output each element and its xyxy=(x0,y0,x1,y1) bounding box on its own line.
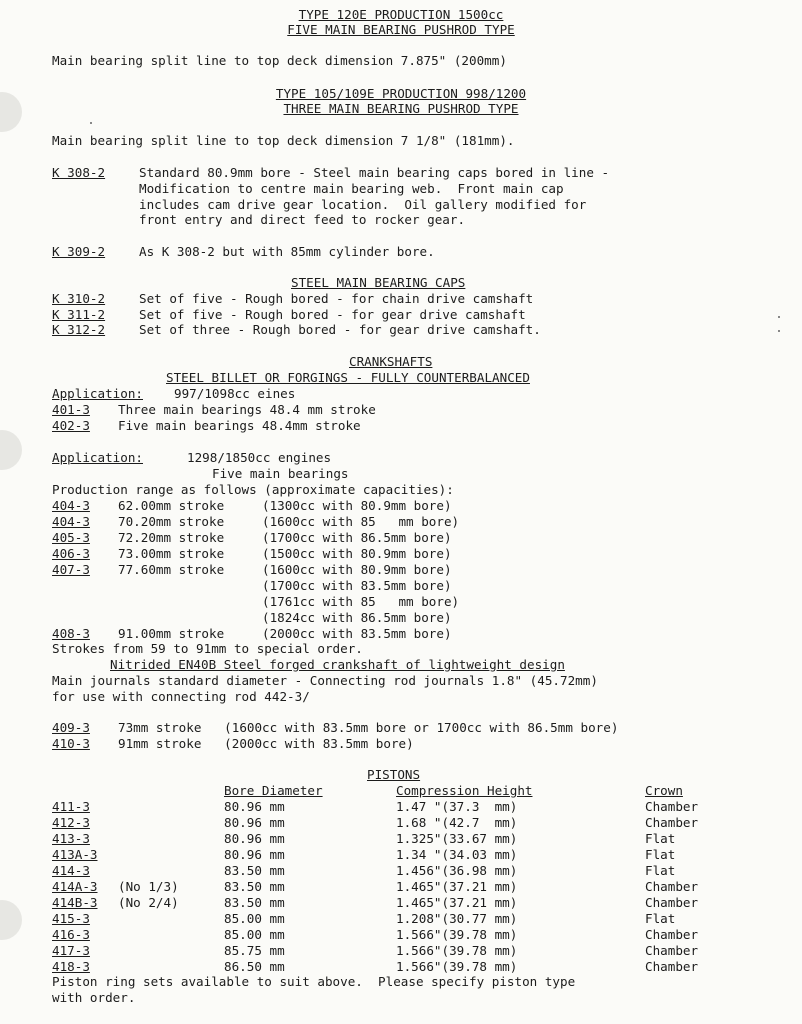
piston-crown: Flat xyxy=(645,911,676,926)
piston-crown: Flat xyxy=(645,863,676,878)
part-code: 401-3 xyxy=(52,402,90,417)
capacity-value: (1824cc with 86.5mm bore) xyxy=(262,610,452,625)
part-code: 409-3 xyxy=(52,720,90,735)
piston-part-code: 411-3 xyxy=(52,799,90,814)
piston-crown: Flat xyxy=(645,831,676,846)
piston-compression-height: 1.456"(36.98 mm) xyxy=(396,863,518,878)
piston-compression-height: 1.465"(37.21 mm) xyxy=(396,895,518,910)
part-code: 406-3 xyxy=(52,546,90,561)
type-120e-title: TYPE 120E PRODUCTION 1500cc xyxy=(298,7,504,22)
part-description: front entry and direct feed to rocker gear. xyxy=(139,212,466,227)
type-105-title: TYPE 105/109E PRODUCTION 998/1200 xyxy=(275,86,527,101)
piston-compression-height: 1.208"(30.77 mm) xyxy=(396,911,518,926)
part-code: 402-3 xyxy=(52,418,90,433)
piston-crown: Chamber xyxy=(645,879,699,894)
piston-part-code: 418-3 xyxy=(52,959,90,974)
nitrided-description: for use with connecting rod 442-3/ xyxy=(52,689,310,704)
part-description: Modification to centre main bearing web. Front main cap xyxy=(139,181,564,196)
piston-compression-height: 1.566"(39.78 mm) xyxy=(396,927,518,942)
piston-part-code: 414B-3 xyxy=(52,895,98,910)
piston-compression-height: 1.465"(37.21 mm) xyxy=(396,879,518,894)
application-sub: Five main bearings xyxy=(212,466,349,481)
part-description: Standard 80.9mm bore - Steel main bearing caps bored in line - xyxy=(139,165,610,180)
piston-bore: 80.96 mm xyxy=(224,847,285,862)
part-code: 408-3 xyxy=(52,626,90,641)
type-120e-subtitle: FIVE MAIN BEARING PUSHROD TYPE xyxy=(287,22,515,37)
crankshafts-title: CRANKSHAFTS xyxy=(349,354,433,369)
stroke-value: 62.00mm stroke xyxy=(118,498,225,513)
stroke-value: 91.00mm stroke xyxy=(118,626,225,641)
piston-compression-height: 1.566"(39.78 mm) xyxy=(396,959,518,974)
piston-bore: 80.96 mm xyxy=(224,799,285,814)
part-code: 410-3 xyxy=(52,736,90,751)
piston-part-code: 417-3 xyxy=(52,943,90,958)
crown-header: Crown xyxy=(645,783,683,798)
piston-compression-height: 1.68 "(42.7 mm) xyxy=(396,815,518,830)
piston-part-code: 414-3 xyxy=(52,863,90,878)
part-code: 404-3 xyxy=(52,514,90,529)
piston-crown: Chamber xyxy=(645,959,699,974)
capacity-value: (1600cc with 80.9mm bore) xyxy=(262,562,452,577)
crankshafts-subtitle: STEEL BILLET OR FORGINGS - FULLY COUNTERBALANCED xyxy=(166,370,530,385)
part-description: Set of three - Rough bored - for gear drive camshaft. xyxy=(139,322,541,337)
part-description: Set of five - Rough bored - for gear drive camshaft xyxy=(139,307,526,322)
compression-height-header: Compression Height xyxy=(396,783,533,798)
caps-title: STEEL MAIN BEARING CAPS xyxy=(291,275,466,290)
stroke-value: 72.20mm stroke xyxy=(118,530,225,545)
production-range: Production range as follows (approximate capacities): xyxy=(52,482,454,497)
part-description: Three main bearings 48.4 mm stroke xyxy=(118,402,376,417)
part-code: K 312-2 xyxy=(52,322,106,337)
part-description: 91mm stroke (2000cc with 83.5mm bore) xyxy=(118,736,414,751)
piston-crown: Flat xyxy=(645,847,676,862)
part-code: 407-3 xyxy=(52,562,90,577)
piston-crown: Chamber xyxy=(645,927,699,942)
piston-part-code: 415-3 xyxy=(52,911,90,926)
part-code: K 309-2 xyxy=(52,244,106,259)
capacity-value: (1700cc with 86.5mm bore) xyxy=(262,530,452,545)
part-code: 405-3 xyxy=(52,530,90,545)
punch-hole-mark xyxy=(0,900,22,940)
type-105-dimension: Main bearing split line to top deck dimension 7 1/8" (181mm). xyxy=(52,133,515,148)
bore-diameter-header: Bore Diameter xyxy=(224,783,323,798)
nitrided-title: Nitrided EN40B Steel forged crankshaft of lightweight design xyxy=(110,657,565,672)
capacity-value: (1700cc with 83.5mm bore) xyxy=(262,578,452,593)
part-code: K 310-2 xyxy=(52,291,106,306)
capacity-value: (1300cc with 80.9mm bore) xyxy=(262,498,452,513)
part-description: 73mm stroke (1600cc with 83.5mm bore or 1700cc with 86.5mm bore) xyxy=(118,720,619,735)
scan-speck xyxy=(90,122,92,124)
piston-bore: 86.50 mm xyxy=(224,959,285,974)
pistons-title: PISTONS xyxy=(367,767,421,782)
piston-compression-height: 1.566"(39.78 mm) xyxy=(396,943,518,958)
capacity-value: (1500cc with 80.9mm bore) xyxy=(262,546,452,561)
scan-speck xyxy=(778,330,780,332)
piston-crown: Chamber xyxy=(645,943,699,958)
piston-bore: 83.50 mm xyxy=(224,895,285,910)
piston-part-code: 413A-3 xyxy=(52,847,98,862)
piston-crown: Chamber xyxy=(645,799,699,814)
stroke-value: 70.20mm stroke xyxy=(118,514,225,529)
application-value: 1298/1850cc engines xyxy=(187,450,332,465)
piston-part-code: 412-3 xyxy=(52,815,90,830)
piston-bore: 83.50 mm xyxy=(224,863,285,878)
capacity-value: (2000cc with 83.5mm bore) xyxy=(262,626,452,641)
piston-part-code: 416-3 xyxy=(52,927,90,942)
part-code: K 308-2 xyxy=(52,165,106,180)
application-label: Application: xyxy=(52,386,143,401)
piston-crown: Chamber xyxy=(645,895,699,910)
capacity-value: (1600cc with 85 mm bore) xyxy=(262,514,460,529)
piston-bore: 80.96 mm xyxy=(224,815,285,830)
punch-hole-mark xyxy=(0,430,22,470)
piston-note: (No 2/4) xyxy=(118,895,179,910)
application-label: Application: xyxy=(52,450,143,465)
part-description: Set of five - Rough bored - for chain drive camshaft xyxy=(139,291,534,306)
part-description: Five main bearings 48.4mm stroke xyxy=(118,418,361,433)
piston-compression-height: 1.325"(33.67 mm) xyxy=(396,831,518,846)
capacity-value: (1761cc with 85 mm bore) xyxy=(262,594,460,609)
piston-bore: 85.75 mm xyxy=(224,943,285,958)
nitrided-description: Main journals standard diameter - Connecting rod journals 1.8" (45.72mm) xyxy=(52,673,598,688)
type-105-subtitle: THREE MAIN BEARING PUSHROD TYPE xyxy=(283,101,519,116)
part-code: 404-3 xyxy=(52,498,90,513)
application-value: 997/1098cc eines xyxy=(174,386,296,401)
stroke-value: 73.00mm stroke xyxy=(118,546,225,561)
stroke-value: 77.60mm stroke xyxy=(118,562,225,577)
piston-compression-height: 1.34 "(34.03 mm) xyxy=(396,847,518,862)
strokes-note: Strokes from 59 to 91mm to special order. xyxy=(52,641,363,656)
part-description: includes cam drive gear location. Oil gallery modified for xyxy=(139,197,587,212)
part-description: As K 308-2 but with 85mm cylinder bore. xyxy=(139,244,435,259)
type-120e-dimension: Main bearing split line to top deck dimension 7.875" (200mm) xyxy=(52,53,507,68)
part-code: K 311-2 xyxy=(52,307,106,322)
piston-crown: Chamber xyxy=(645,815,699,830)
piston-bore: 85.00 mm xyxy=(224,911,285,926)
piston-footer: with order. xyxy=(52,990,136,1005)
piston-bore: 85.00 mm xyxy=(224,927,285,942)
piston-part-code: 413-3 xyxy=(52,831,90,846)
piston-footer: Piston ring sets available to suit above. Please specify piston type xyxy=(52,974,576,989)
piston-bore: 80.96 mm xyxy=(224,831,285,846)
piston-part-code: 414A-3 xyxy=(52,879,98,894)
piston-note: (No 1/3) xyxy=(118,879,179,894)
scan-speck xyxy=(778,316,780,318)
piston-compression-height: 1.47 "(37.3 mm) xyxy=(396,799,518,814)
piston-bore: 83.50 mm xyxy=(224,879,285,894)
